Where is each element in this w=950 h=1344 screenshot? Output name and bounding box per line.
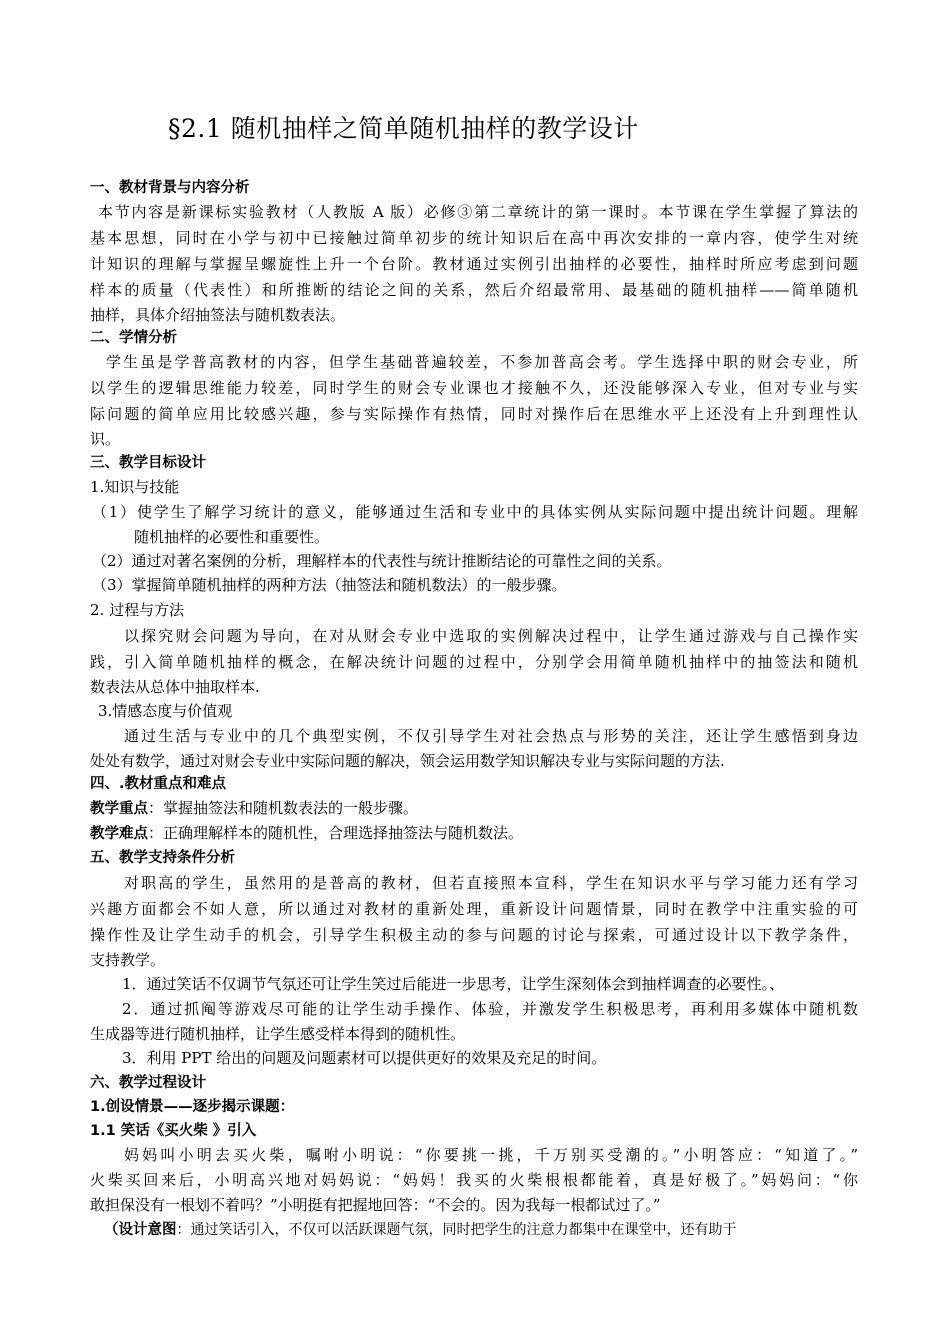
difficult-point-label: 教学难点	[90, 826, 148, 842]
design-intent-line	[104, 1220, 737, 1240]
list-item: 1．通过笑话不仅调节气氛还可让学生笑过后能进一步思考，让学生深刻体会到抽样调查的必要性。、	[122, 975, 785, 993]
paragraph-line: 样本的质量（代表性）和所推断的结论之间的关系，然后介绍最常用、最基础的随机抽样——简单随机	[90, 281, 858, 299]
paragraph-line: 处处有数学，通过对财会专业中实际问题的解决，领会运用数学知识解决专业与实际问题的方法.	[90, 752, 725, 770]
paragraph-line: 以学生的逻辑思维能力较差，同时学生的财会专业课也才接触不久，还没能够深入专业，但对专业与实	[90, 379, 858, 397]
paragraph-line: 操作性及让学生动手的机会，引导学生积极主动的参与问题的讨论与探索，可通过设计以下教学条件，	[90, 926, 858, 944]
paragraph-line: 支持教学。	[90, 951, 166, 969]
list-item: （2）通过对著名案例的分析，理解样本的代表性与统计推断结论的可靠性之间的关系。	[92, 552, 672, 570]
list-item: 3．利用 PPT 给出的问题及问题素材可以提供更好的效果及充足的时间。	[122, 1049, 607, 1067]
design-intent-label: （设计意图	[104, 1222, 177, 1238]
list-item: （1）使学生了解学习统计的意义，能够通过生活和专业中的具体实例从实际问题中提出统计问题。理解	[92, 503, 858, 521]
list-item-continuation: 随机抽样的必要性和重要性。	[134, 528, 330, 546]
paragraph-line: 基本思想，同时在小学与初中已接触过简单初步的统计知识后在高中再次安排的一章内容，使学生对统	[90, 229, 858, 247]
paragraph-line: 妈妈叫小明去买火柴，嘱咐小明说：“你要挑一挑，千万别买受潮的。”小明答应：“知道了。”	[124, 1146, 858, 1164]
key-point-label: 教学重点	[90, 801, 148, 817]
subheading-joke: 1.1 笑话《买火柴 》引入	[90, 1123, 257, 1139]
list-item-continuation: 生成器等进行随机抽样，让学生感受样本得到的随机性。	[90, 1025, 466, 1043]
paragraph-line: 识。	[90, 430, 121, 448]
paragraph-line: 计知识的理解与掌握呈螺旋性上升一个台阶。教材通过实例引出抽样的必要性，抽样时所应考虑到问题	[90, 255, 858, 273]
paragraph-line: 以探究财会问题为导向，在对从财会专业中选取的实例解决过程中，让学生通过游戏与自己操作实	[124, 627, 858, 645]
document-title: §2.1 随机抽样之简单随机抽样的教学设计	[168, 114, 639, 143]
key-point-line	[90, 798, 418, 819]
subheading-process: 2. 过程与方法	[90, 601, 185, 619]
paragraph-line: 兴趣方面都会不如人意，所以通过对教材的重新处理，重新设计问题情景，同时在教学中注重实验的可	[90, 900, 858, 918]
difficult-point-text: ：正确理解样本的随机性，合理选择抽签法与随机数法。	[148, 824, 524, 842]
paragraph-line: 抽样，具体介绍抽签法与随机数表法。	[90, 306, 346, 324]
list-item: （3）掌握简单随机抽样的两种方法（抽签法和随机数法）的一般步骤。	[92, 576, 567, 594]
section-heading-objectives: 三、教学目标设计	[90, 455, 206, 471]
key-point-text: ：掌握抽签法和随机数表法的一般步骤。	[148, 799, 419, 817]
paragraph-line: 敢担保没有一根划不着吗？”小明挺有把握地回答：“不会的。因为我每一根都试过了。”	[90, 1196, 661, 1214]
paragraph-line: 通过生活与专业中的几个典型实例，不仅引导学生对社会热点与形势的关注，还让学生感悟到身边	[124, 727, 858, 745]
paragraph-line: 数表法从总体中抽取样本.	[90, 678, 260, 696]
section-heading-background: 一、教材背景与内容分析	[90, 180, 250, 196]
paragraph-line: 践，引入简单随机抽样的概念，在解决统计问题的过程中，分别学会用简单随机抽样中的抽签法和随机	[90, 653, 858, 671]
subheading-attitude: 3.情感态度与价值观	[98, 702, 233, 720]
subheading-scenario: 1.创设情景——逐步揭示课题：	[90, 1099, 295, 1115]
section-heading-keypoints: 四、.教材重点和难点	[90, 776, 227, 792]
section-heading-learners: 二、学情分析	[90, 330, 177, 346]
section-heading-support: 五、教学支持条件分析	[90, 850, 235, 866]
paragraph-line: 际问题的简单应用比较感兴趣，参与实际操作有热情，同时对操作后在思维水平上还没有上升到理性认	[90, 405, 858, 423]
paragraph-line: 火柴买回来后，小明高兴地对妈妈说：“妈妈！我买的火柴根根都能着，真是好极了。”妈妈问：“你	[90, 1171, 858, 1189]
subheading-knowledge: 1.知识与技能	[90, 478, 180, 496]
list-item: 2．通过抓阄等游戏尽可能的让学生动手操作、体验，并激发学生积极思考，再利用多媒体中随机数	[122, 1000, 858, 1018]
difficult-point-line	[90, 823, 523, 844]
paragraph-line: 本节内容是新课标实验教材（人教版 A 版）必修③第二章统计的第一课时。本节课在学生掌握了算法的	[98, 203, 858, 221]
design-intent-text: ：通过笑话引入，不仅可以活跃课题气氛，同时把学生的注意力都集中在课堂中，还有助于	[176, 1222, 737, 1238]
paragraph-line: 对职高的学生，虽然用的是普高的教材，但若直接照本宣科，学生在知识水平与学习能力还有学习	[124, 874, 858, 892]
section-heading-process: 六、教学过程设计	[90, 1075, 206, 1091]
paragraph-line: 学生虽是学普高教材的内容，但学生基础普遍较差，不参加普高会考。学生选择中职的财会专业，所	[106, 353, 858, 371]
